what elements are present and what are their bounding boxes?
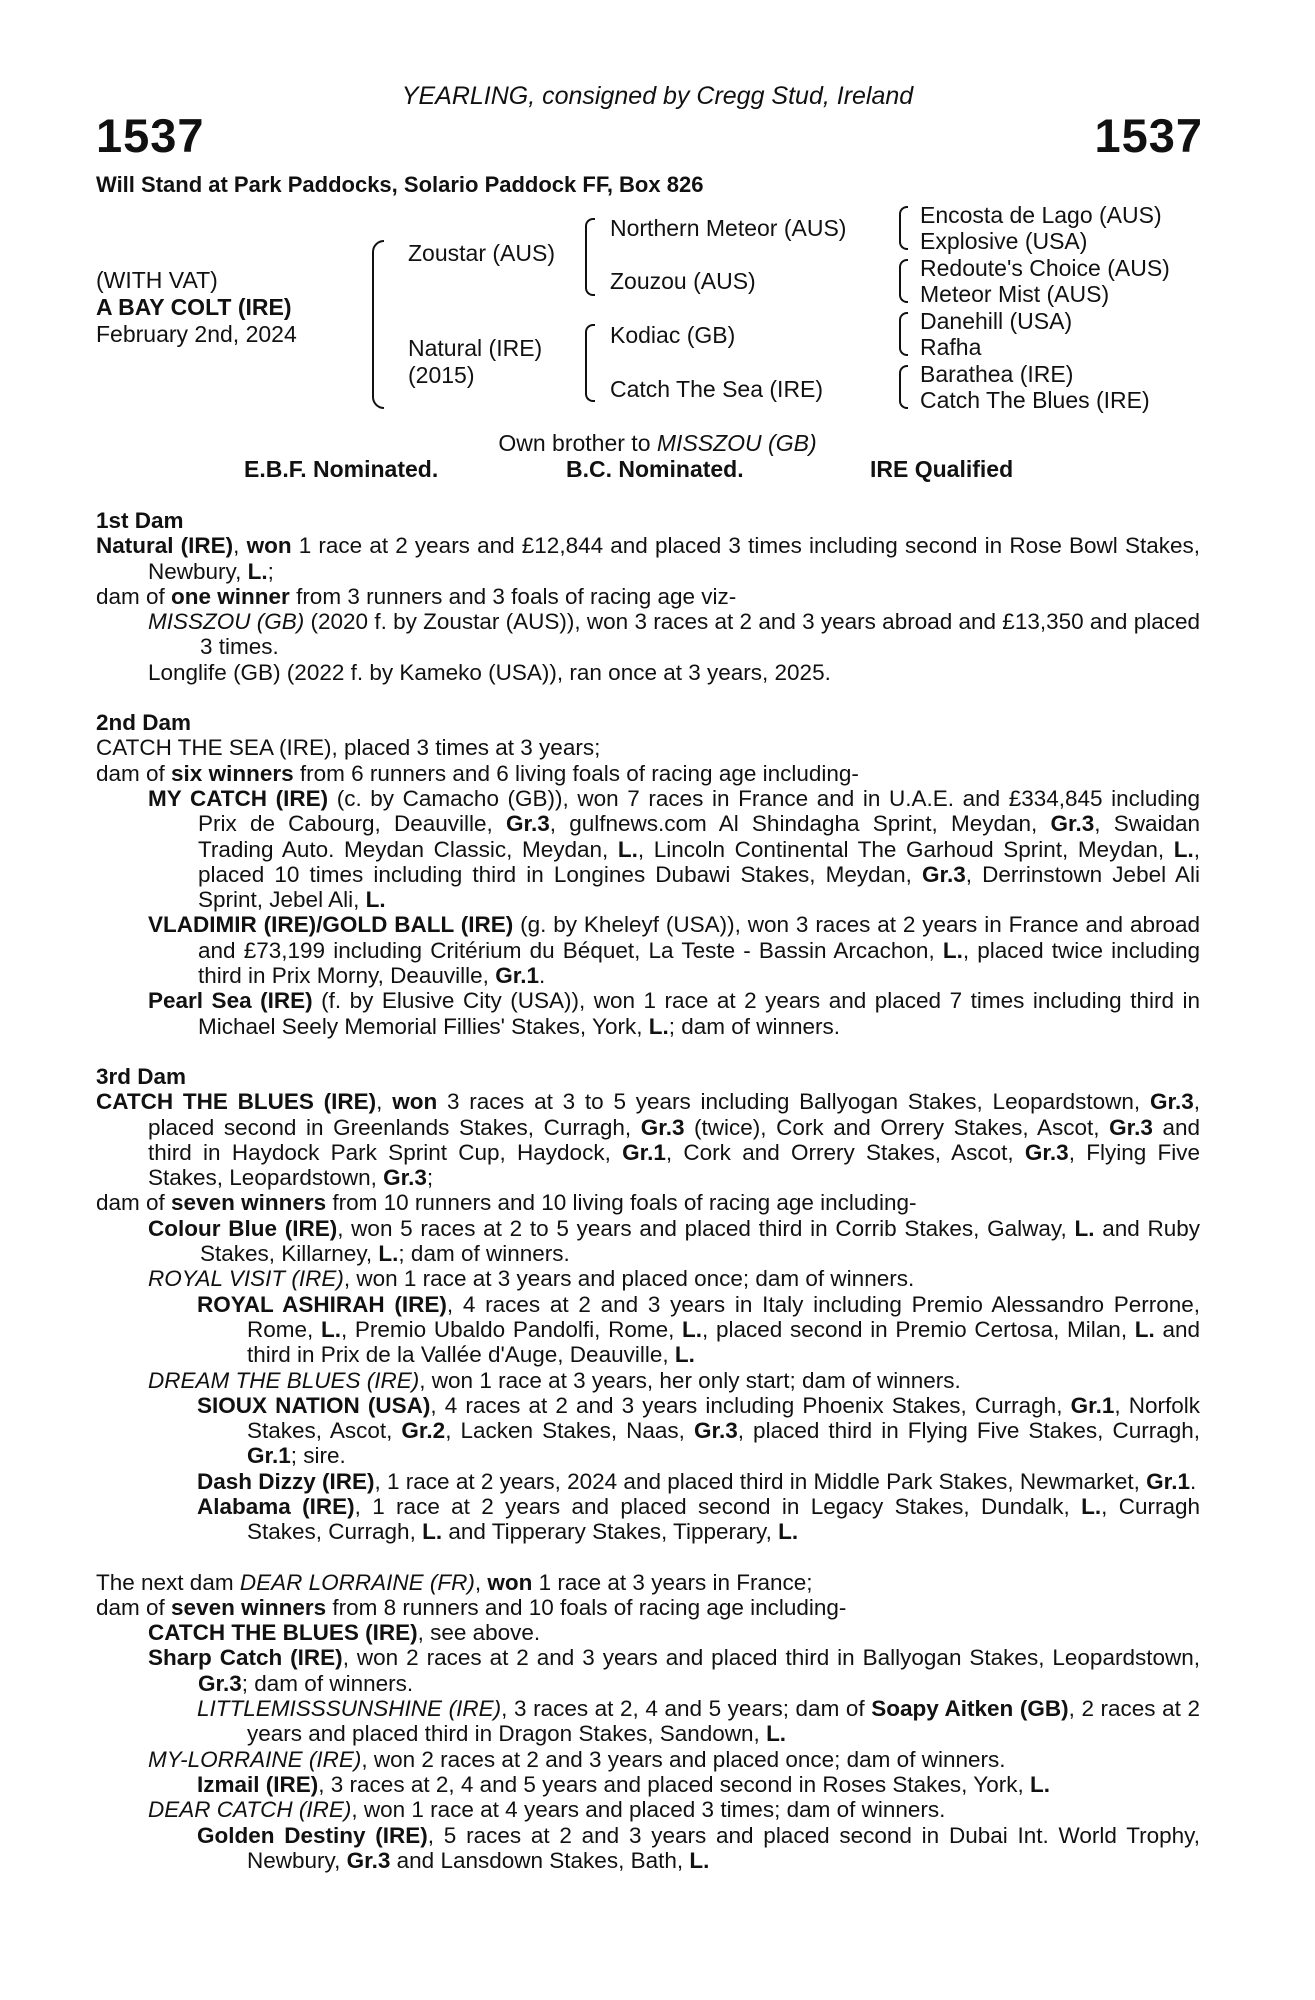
produce-golden-destiny: Golden Destiny (IRE), 5 races at 2 and 3 years and placed second in Dubai Int. World Trophy, Newbury, Gr.3 and Lansdown Stakes, Bath, L. [197,1822,1200,1873]
next-dam-record: The next dam DEAR LORRAINE (FR), won 1 race at 3 years in France; [96,1569,813,1595]
produce-royal-visit: ROYAL VISIT (IRE), won 1 race at 3 years and placed once; dam of winners. [148,1266,915,1292]
produce-dash-dizzy: Dash Dizzy (IRE), 1 race at 2 years, 2024 and placed third in Middle Park Stakes, Newmarket, Gr.1. [197,1468,1197,1494]
produce-dear-catch: DEAR CATCH (IRE), won 1 race at 4 years and placed 3 times; dam of winners. [148,1797,946,1823]
dam-year: (2015) [408,362,475,388]
first-dam-heading: 1st Dam [96,508,184,533]
brace-sire [585,218,595,296]
produce-vladimir: VLADIMIR (IRE)/GOLD BALL (IRE) (g. by Kheleyf (USA)), won 3 races at 2 years in France and abroad and £73,199 including Critérium du Béquet, La Teste - Bassin Arcachon, L., placed twice including third in Prix Morny, Deauville, Gr.1. [148,912,1201,989]
brother-note: Own brother to MISSZOU (GB) [498,430,817,456]
horse-name: A BAY COLT (IRE) [96,294,292,320]
catalogue-body [96,508,1200,1873]
granddam-2: Meteor Mist (AUS) [920,281,1110,307]
second-dam-heading: 2nd Dam [96,710,192,736]
grandsire-1: Encosta de Lago (AUS) [920,202,1162,228]
produce-alabama: Alabama (IRE), 1 race at 2 years and placed second in Legacy Stakes, Dundalk, L., Curragh Stakes, Curragh, L. and Tipperary Stakes, Tipperary, L. [197,1493,1200,1545]
foaling-date: February 2nd, 2024 [96,321,297,347]
granddam-1: Explosive (USA) [920,228,1088,254]
produce-misszou: MISSZOU (GB) (2020 f. by Zoustar (AUS)), won 3 races at 2 and 3 years abroad and £13,350 and placed 3 times. [148,609,1200,660]
produce-sharp-catch: Sharp Catch (IRE), won 2 races at 2 and 3 years and placed third in Ballyogan Stakes, Leopardstown, Gr.3; dam of winners. [148,1645,1200,1696]
dam: Natural (IRE) [408,335,543,361]
second-dam-record: CATCH THE SEA (IRE), placed 3 times at 3 years; [96,735,601,761]
brace-g1 [899,206,908,250]
lot-number-left: 1537 [96,109,205,162]
ebf-note: E.B.F. Nominated. [244,456,439,482]
bc-note: B.C. Nominated. [566,456,744,482]
lot-number-right: 1537 [1094,109,1203,162]
brace-main [372,240,384,409]
brace-g3 [899,312,908,356]
produce-colour-blue: Colour Blue (IRE), won 5 races at 2 to 5 years and placed third in Corrib Stakes, Galway, L. and Ruby Stakes, Killarney, L.; dam of winners. [148,1215,1201,1267]
grandsire-4: Barathea (IRE) [920,361,1074,387]
produce-my-catch: MY CATCH (IRE) (c. by Camacho (GB)), won 7 races in France and in U.A.E. and £334,845 including Prix de Cabourg, Deauville, Gr.3, gulfnews.com Al Shindagha Sprint, Meydan, Gr.3, Swaidan Trading Auto. Meydan Classic, Meydan, L., Lincoln Continental The Garhoud Sprint, Meydan, L., placed 10 times including third in Longines Dubawi Stakes, Meydan, Gr.3, Derrinstown Jebel Ali Sprint, Jebel Ali, L. [148,785,1201,913]
third-dam-produce: dam of seven winners from 10 runners and 10 living foals of racing age including- [96,1190,917,1216]
dam-dam: Catch The Sea (IRE) [610,376,824,402]
produce-royal-ashirah: ROYAL ASHIRAH (IRE), 4 races at 2 and 3 years in Italy including Premio Alessandro Perrone, Rome, L., Premio Ubaldo Pandolfi, Rome, L., placed second in Premio Certosa, Milan, L. and third in Prix de la Vallée d'Auge, Deauville, L. [197,1291,1200,1368]
sire-dam: Zouzou (AUS) [610,268,756,294]
produce-my-lorraine: MY-LORRAINE (IRE), won 2 races at 2 and 3 years and placed once; dam of winners. [148,1746,1006,1772]
dam-sire: Kodiac (GB) [610,322,736,348]
stand-location: Will Stand at Park Paddocks, Solario Paddock FF, Box 826 [96,172,704,197]
second-dam-produce: dam of six winners from 6 runners and 6 living foals of racing age including- [96,760,859,786]
granddam-3: Rafha [920,334,982,360]
brace-g4 [899,365,908,409]
produce-littlemisssunshine: LITTLEMISSSUNSHINE (IRE), 3 races at 2, 4 and 5 years; dam of Soapy Aitken (GB), 2 races at 2 years and placed third in Dragon Stakes, Sandown, L. [197,1696,1201,1747]
produce-izmail: Izmail (IRE), 3 races at 2, 4 and 5 years and placed second in Roses Stakes, York, L. [197,1771,1050,1797]
consignment-line: YEARLING, consigned by Cregg Stud, Ireland [401,82,914,110]
third-dam-heading: 3rd Dam [96,1063,187,1089]
grandsire-2: Redoute's Choice (AUS) [920,255,1170,281]
produce-dream-the-blues: DREAM THE BLUES (IRE), won 1 race at 3 years, her only start; dam of winners. [148,1367,961,1393]
granddam-4: Catch The Blues (IRE) [920,387,1150,413]
vat-label: (WITH VAT) [96,267,218,293]
brace-dam [585,324,595,402]
third-dam-record: CATCH THE BLUES (IRE), won 3 races at 3 to 5 years including Ballyogan Stakes, Leopardstown, Gr.3, placed second in Greenlands Stakes, Curragh, Gr.3 (twice), Cork and Orrery Stakes, Ascot, Gr.3 and third in Haydock Park Sprint Cup, Haydock, Gr.1, Cork and Orrery Stakes, Ascot, Gr.3, Flying Five Stakes, Leopardstown, Gr.3; [96,1089,1201,1191]
first-dam-produce: dam of one winner from 3 runners and 3 foals of racing age viz- [96,583,737,609]
ire-note: IRE Qualified [870,456,1014,482]
produce-sioux-nation: SIOUX NATION (USA), 4 races at 2 and 3 years including Phoenix Stakes, Curragh, Gr.1, Norfolk Stakes, Ascot, Gr.2, Lacken Stakes, Naas, Gr.3, placed third in Flying Five Stakes, Curragh, Gr.1; sire. [197,1392,1200,1469]
next-dam-produce: dam of seven winners from 8 runners and 10 foals of racing age including- [96,1594,847,1620]
produce-pearl-sea: Pearl Sea (IRE) (f. by Elusive City (USA)), won 1 race at 2 years and placed 7 times including third in Michael Seely Memorial Fillies' Stakes, York, L.; dam of winners. [148,988,1200,1039]
grandsire-3: Danehill (USA) [920,308,1073,334]
sire: Zoustar (AUS) [408,240,555,266]
brace-g2 [899,259,908,303]
produce-longlife: Longlife (GB) (2022 f. by Kameko (USA)), ran once at 3 years, 2025. [148,659,831,685]
produce-catch-the-blues: CATCH THE BLUES (IRE), see above. [148,1620,541,1646]
sire-sire: Northern Meteor (AUS) [610,215,847,241]
first-dam-record: Natural (IRE), won 1 race at 2 years and £12,844 and placed 3 times including second in Rose Bowl Stakes, Newbury, L.; [96,533,1200,584]
